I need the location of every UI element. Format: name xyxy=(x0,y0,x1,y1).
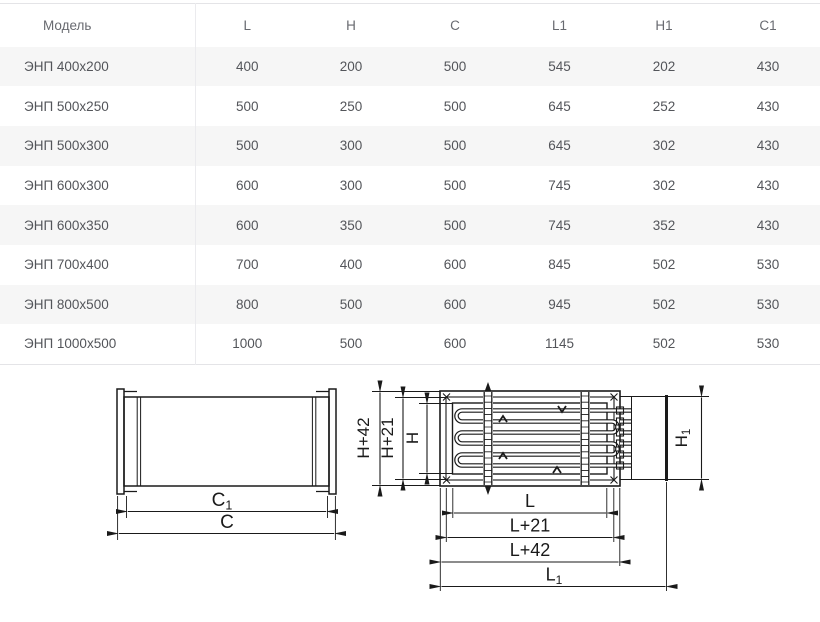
value-cell: 302 xyxy=(652,177,676,193)
header-cell-l1: L1 xyxy=(551,17,568,33)
heater-frame-outer xyxy=(440,391,620,486)
flange-right xyxy=(329,389,336,494)
corner-screws xyxy=(443,394,618,484)
value-cell: 300 xyxy=(339,177,363,193)
value-cell: 845 xyxy=(548,257,571,273)
dimensions-table xyxy=(0,3,820,365)
value-cell: 502 xyxy=(652,336,676,352)
table-row xyxy=(0,324,820,364)
flow-arrows xyxy=(499,406,566,473)
value-cell: 300 xyxy=(339,138,363,154)
terminal-stubs xyxy=(620,422,632,455)
length-dimensions xyxy=(440,482,666,591)
value-cell: 400 xyxy=(235,58,259,74)
value-cell: 500 xyxy=(235,98,259,114)
heater-top-view-drawing xyxy=(354,382,709,591)
value-cell: 745 xyxy=(548,217,571,233)
value-cell: 600 xyxy=(443,336,467,352)
table-row xyxy=(0,126,820,166)
value-cell: 645 xyxy=(548,138,571,154)
value-cell: 502 xyxy=(652,296,676,312)
flange-inner-lines xyxy=(137,397,316,486)
header-cell-l: L xyxy=(243,17,251,33)
value-cell: 600 xyxy=(235,177,259,193)
dim-h1-label: H1 xyxy=(672,428,693,448)
model-cell: ЭНП 800x500 xyxy=(0,285,195,325)
value-cell: 530 xyxy=(756,296,780,312)
value-cell: 400 xyxy=(339,257,363,273)
header-cell-c1: C1 xyxy=(759,17,777,33)
table-row xyxy=(0,205,820,245)
model-cell: ЭНП 1000x500 xyxy=(0,324,195,364)
value-cell: 250 xyxy=(339,98,363,114)
dim-c1-label: C1 xyxy=(211,490,233,513)
value-cell: 600 xyxy=(443,257,467,273)
table-row xyxy=(0,86,820,126)
duct-body xyxy=(124,397,329,486)
model-cell: ЭНП 600x300 xyxy=(0,166,195,206)
table-row xyxy=(0,47,820,87)
value-cell: 500 xyxy=(443,177,467,193)
value-cell: 600 xyxy=(443,296,467,312)
model-cell: ЭНП 500x250 xyxy=(0,86,195,126)
duct-side-view-drawing xyxy=(117,389,336,540)
value-cell: 430 xyxy=(756,138,780,154)
value-cell: 500 xyxy=(443,98,467,114)
value-cell: 500 xyxy=(443,138,467,154)
model-cell: ЭНП 700x400 xyxy=(0,245,195,285)
dim-l21-label: L+21 xyxy=(509,515,551,536)
header-cell-h: H xyxy=(346,17,356,33)
header-cell-c: C xyxy=(450,17,460,33)
table-header-row xyxy=(0,4,820,47)
value-cell: 202 xyxy=(652,58,676,74)
value-cell: 430 xyxy=(756,58,780,74)
dim-h-label: H xyxy=(403,431,422,445)
model-cell: ЭНП 500x300 xyxy=(0,126,195,166)
table-body xyxy=(0,47,820,365)
table-row xyxy=(0,245,820,285)
height-dimensions xyxy=(354,392,452,486)
value-cell: 800 xyxy=(235,296,259,312)
coil-support-bracket-1 xyxy=(483,382,493,495)
value-cell: 502 xyxy=(652,257,676,273)
dim-h21-label: H+21 xyxy=(378,417,397,459)
value-cell: 500 xyxy=(443,58,467,74)
value-cell: 600 xyxy=(235,217,259,233)
dim-c-label: C xyxy=(220,512,234,533)
table-row xyxy=(0,166,820,206)
h1-dimension xyxy=(672,398,702,479)
value-cell: 1145 xyxy=(544,336,575,352)
value-cell: 500 xyxy=(235,138,259,154)
flange-left xyxy=(117,389,124,494)
coil-support-bracket-2 xyxy=(580,392,590,485)
value-cell: 1000 xyxy=(232,336,263,352)
flange-lips xyxy=(124,392,329,492)
model-cell: ЭНП 600x350 xyxy=(0,205,195,245)
value-cell: 500 xyxy=(339,296,363,312)
value-cell: 430 xyxy=(756,98,780,114)
value-cell: 252 xyxy=(652,98,676,114)
value-cell: 745 xyxy=(548,177,571,193)
value-cell: 700 xyxy=(235,257,259,273)
heating-coil xyxy=(457,407,633,469)
dim-l-label: L xyxy=(524,491,536,511)
connection-duct xyxy=(620,395,709,481)
value-cell: 945 xyxy=(548,296,571,312)
value-cell: 200 xyxy=(339,58,363,74)
value-cell: 500 xyxy=(339,336,363,352)
model-cell: ЭНП 400x200 xyxy=(0,47,195,87)
value-cell: 530 xyxy=(756,257,780,273)
value-cell: 500 xyxy=(443,217,467,233)
value-cell: 430 xyxy=(756,177,780,193)
table-row xyxy=(0,285,820,325)
value-cell: 430 xyxy=(756,217,780,233)
value-cell: 302 xyxy=(652,138,676,154)
value-cell: 352 xyxy=(652,217,676,233)
value-cell: 350 xyxy=(339,217,363,233)
header-cell-model: Модель xyxy=(0,4,195,47)
value-cell: 530 xyxy=(756,336,780,352)
dim-l42-label: L+42 xyxy=(509,540,551,560)
value-cell: 645 xyxy=(548,98,571,114)
technical-drawings xyxy=(0,366,820,622)
dim-h42-label: H+42 xyxy=(354,417,373,459)
header-cell-h1: H1 xyxy=(655,17,673,33)
dim-l1-label: L1 xyxy=(545,564,563,587)
value-cell: 545 xyxy=(548,58,571,74)
